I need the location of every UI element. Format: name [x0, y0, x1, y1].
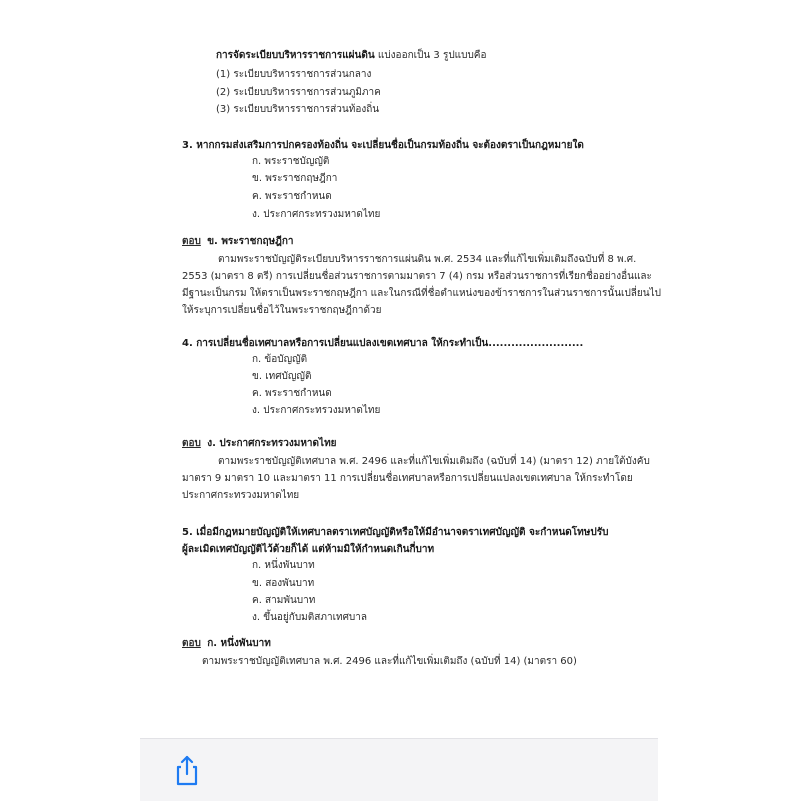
explanation-line: ตามพระราชบัญญัติเทศบาล พ.ศ. 2496 และที่แก้ไขเพิ่มเติมถึง (ฉบับที่ 14) (มาตรา 60): [202, 656, 577, 667]
answer-label: ตอบ: [182, 236, 201, 247]
explanation-line: มีฐานะเป็นกรม ให้ตราเป็นพระราชกฤษฎีกา และในกรณีที่ชื่อตำแหน่งของข้าราชการในส่วนราชการนั้นเปลี่ยนไป: [182, 288, 661, 299]
choice-item: ข. เทศบัญญัติ: [252, 371, 312, 382]
explanation-line: ตามพระราชบัญญัติเทศบาล พ.ศ. 2496 และที่แก้ไขเพิ่มเติมถึง (ฉบับที่ 14) (มาตรา 12) ภายใต้บังคับ: [218, 456, 650, 467]
choice-item: ก. พระราชบัญญัติ: [252, 156, 330, 167]
intro-heading: [216, 49, 487, 62]
document-page: [140, 0, 661, 738]
share-icon[interactable]: [170, 753, 204, 787]
explanation-line: ประกาศกระทรวงมหาดไทย: [182, 490, 300, 501]
question-5-line-2: ผู้ละเมิดเทศบัญญัติไว้ด้วยก็ได้ แต่ห้ามมิให้กำหนดเกินกี่บาท: [182, 544, 435, 555]
bottom-toolbar: [140, 738, 658, 801]
explanation-line: มาตรา 9 มาตรา 10 และมาตรา 11 การเปลี่ยนชื่อเทศบาลหรือการเปลี่ยนแปลงเขตเทศบาล ให้กระทำโดย: [182, 473, 633, 484]
question-5-line-1: 5. เมื่อมีกฎหมายบัญญัติให้เทศบาลตราเทศบัญญัติหรือให้มีอำนาจตราเทศบัญญัติ จะกำหนดโทษปรับ: [182, 527, 609, 538]
answer-label: ตอบ: [182, 638, 201, 649]
list-item: (1) ระเบียบบริหารราชการส่วนกลาง: [216, 69, 372, 80]
choice-item: ข. พระราชกฤษฎีกา: [252, 173, 338, 184]
answer-4: [182, 437, 337, 450]
answer-label: ตอบ: [182, 438, 201, 449]
question-4: 4. การเปลี่ยนชื่อเทศบาลหรือการเปลี่ยนแปลงเขตเทศบาล ให้กระทำเป็น.........................: [182, 338, 584, 349]
choice-item: ค. พระราชกำหนด: [252, 388, 332, 399]
answer-value: ง. ประกาศกระทรวงมหาดไทย: [207, 438, 337, 449]
answer-value: ก. หนึ่งพันบาท: [207, 638, 271, 649]
choice-item: ก. หนึ่งพันบาท: [252, 560, 315, 571]
choice-item: ข. สองพันบาท: [252, 578, 315, 589]
answer-5: [182, 637, 271, 650]
list-item: (3) ระเบียบบริหารราชการส่วนท้องถิ่น: [216, 104, 380, 115]
answer-value: ข. พระราชกฤษฎีกา: [207, 236, 294, 247]
explanation-line: ให้ระบุการเปลี่ยนชื่อไว้ในพระราชกฤษฎีกาด้วย: [182, 305, 382, 316]
choice-item: ง. ขึ้นอยู่กับมติสภาเทศบาล: [252, 612, 368, 623]
explanation-line: ตามพระราชบัญญัติระเบียบบริหารราชการแผ่นดิน พ.ศ. 2534 และที่แก้ไขเพิ่มเติมถึงฉบับที่ 8 พ.ศ.: [218, 254, 637, 265]
choice-item: ค. สามพันบาท: [252, 595, 316, 606]
choice-item: ค. พระราชกำหนด: [252, 191, 332, 202]
explanation-line: 2553 (มาตรา 8 ตรี) การเปลี่ยนชื่อส่วนราชการตามมาตรา 7 (4) กรม หรือส่วนราชการที่เรียกชื่ออย่างอื่นและ: [182, 271, 652, 282]
choice-item: ง. ประกาศกระทรวงมหาดไทย: [252, 209, 381, 220]
choice-item: ง. ประกาศกระทรวงมหาดไทย: [252, 405, 381, 416]
list-item: (2) ระเบียบบริหารราชการส่วนภูมิภาค: [216, 87, 381, 98]
intro-title: การจัดระเบียบบริหารราชการแผ่นดิน: [216, 50, 375, 61]
intro-title-rest: แบ่งออกเป็น 3 รูปแบบคือ: [374, 50, 487, 61]
answer-3: [182, 235, 294, 248]
choice-item: ก. ข้อบัญญัติ: [252, 354, 308, 365]
question-3: 3. หากกรมส่งเสริมการปกครองท้องถิ่น จะเปลี่ยนชื่อเป็นกรมท้องถิ่น จะต้องตราเป็นกฎหมายใด: [182, 140, 584, 151]
